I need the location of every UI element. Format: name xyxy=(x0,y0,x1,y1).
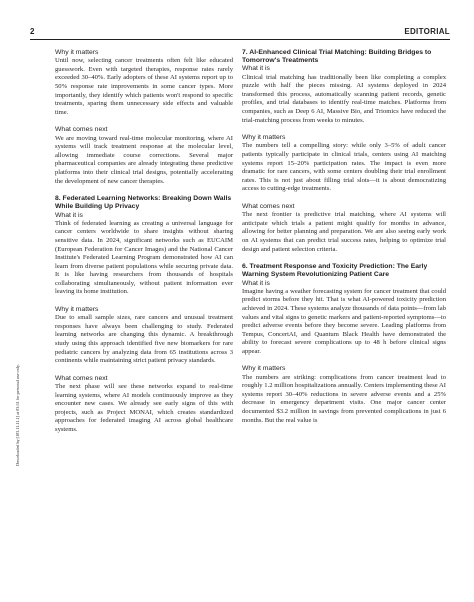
subsection-label: What it is xyxy=(242,279,270,287)
left-block-what-comes-next-2 xyxy=(55,375,233,435)
subsection-label: Why it matters xyxy=(55,306,99,314)
paragraph: Imagine having a weather forecasting system for cancer treatment that could predict storms before they hit. That is what AI-powered toxicity prediction achieved in 2024. These systems analyze thousands of data points—from lab values and vital signs to genetic markers and patient-reported symptoms—to predict adverse events before they become severe. Leading platforms from Tempus, ConcertAI, and Quantum Black Health have demonstrated the ability to forecast severe complications up to 48 h before clinical signs appear. xyxy=(242,287,446,355)
subsection-label: What comes next xyxy=(55,374,108,382)
section-heading: 8. Federated Learning Networks: Breaking Down Walls While Building Up Privacy xyxy=(55,195,232,211)
section-8-federated-learning xyxy=(55,195,233,297)
subsection-label: Why it matters xyxy=(55,49,99,56)
subsection-label: What it is xyxy=(242,65,270,73)
paragraph: The numbers tell a compelling story: while only 3–5% of adult cancer patients typically participate in clinical trials, centers using AI matching systems report 15–20% participation rates. The impact is even more dramatic for rare cancers, with some centers doubling their trial enrollment rates. This is not just about filling trial slots—it is about democratizing access to cutting-edge treatments. xyxy=(242,142,446,193)
paragraph: Due to small sample sizes, rare cancers and unusual treatment responses have always been challenging to study. Federated learning networks are changing this dynamic. A breakthrough study using this approach identified five new biomarkers for rare pediatric cancers by analyzing data from 65 institutions across 3 continents while maintaining strict patient privacy standards. xyxy=(55,314,233,365)
left-block-why-it-matters xyxy=(55,49,233,117)
left-block-what-comes-next xyxy=(55,126,233,186)
section-7-clinical-trial-matching xyxy=(242,49,446,125)
subsection-label: What comes next xyxy=(55,126,108,134)
subsection-label: What comes next xyxy=(242,202,295,210)
right-column xyxy=(242,49,446,431)
right-block-what-comes-next xyxy=(242,203,446,254)
right-block-why-it-matters xyxy=(242,134,446,194)
paragraph: The next frontier is predictive trial matching, where AI systems will anticipate which trials a patient might qualify for months in advance, allowing for better planning and preparation. We are also seeing early work on AI systems that can predict trial success rates, helping to optimize trial design and patient selection criteria. xyxy=(242,211,446,253)
paragraph: Clinical trial matching has traditionally been like completing a complex puzzle with half the pieces missing. AI systems deployed in 2024 transformed this process, automatically scanning patient records, genetic profiles, and trial databases to identify real-time matches. Platforms from companies, such as Deep 6 AI, Massive Bio, and Triomics have reduced the trial-matching process from weeks to minutes. xyxy=(242,73,446,124)
paragraph: Until now, selecting cancer treatments often felt like educated guesswork. Even with targeted therapies, response rates rarely exceeded 30–40%. Early adopters of these AI systems report up to 50% response rate improvements in some cancer types. More importantly, they identify which patients won't respond to specific treatments, sparing them unnecessary side effects and valuable time. xyxy=(55,57,233,116)
paragraph: The numbers are striking: complications from cancer treatment lead to roughly 1.2 million hospitalizations annually. Centers implementing these AI systems report 30–40% reductions in severe adverse events and a 25% decrease in emergency department visits. One major cancer center documented $3.2 million in savings from prevented complications in just 6 months. But the real value is xyxy=(242,373,446,424)
page-number: 2 xyxy=(30,27,35,36)
section-6-toxicity-prediction xyxy=(242,263,446,356)
right-block-why-it-matters-2 xyxy=(242,365,446,425)
header-rule xyxy=(30,39,450,40)
left-column xyxy=(55,49,233,444)
paragraph: Think of federated learning as creating a universal language for cancer centers worldwide to share insights without sharing sensitive data. In 2024, significant networks such as EUCAIM (European Federation for Cancer Images) and the National Cancer Institute's Federated Learning Program demonstrated how AI can learn from diverse patient populations while securing private data. It is like having researchers from thousands of hospitals collaborating simultaneously, without patient information ever leaving its home institution. xyxy=(55,219,233,296)
download-note: Downloaded by [103.11.11.1] at 03:51 for personal use only. xyxy=(15,364,20,466)
left-block-why-it-matters-2 xyxy=(55,306,233,366)
section-label: EDITORIAL xyxy=(404,27,450,36)
section-heading: 7. AI-Enhanced Clinical Trial Matching: Building Bridges to Tomorrow's Treatments xyxy=(242,49,432,65)
subsection-label: Why it matters xyxy=(242,134,286,142)
subsection-label: Why it matters xyxy=(242,365,286,373)
section-heading: 6. Treatment Response and Toxicity Prediction: The Early Warning System Revolutionizing Patient Care xyxy=(242,263,428,279)
subsection-label: What it is xyxy=(55,211,83,219)
paragraph: The next phase will see these networks expand to real-time learning systems, where AI models continuously improve as they encounter new cases. We already see early signs of this with projects, such as Project MONAI, which creates standardized approaches for federated imaging AI across global healthcare systems. xyxy=(55,383,233,434)
paragraph: We are moving toward real-time molecular monitoring, where AI systems will track treatment response at the molecular level, allowing immediate course corrections. Several major pharmaceutical companies are already integrating these predictive platforms into their clinical trial designs, potentially accelerating the development of new cancer therapies. xyxy=(55,134,233,185)
